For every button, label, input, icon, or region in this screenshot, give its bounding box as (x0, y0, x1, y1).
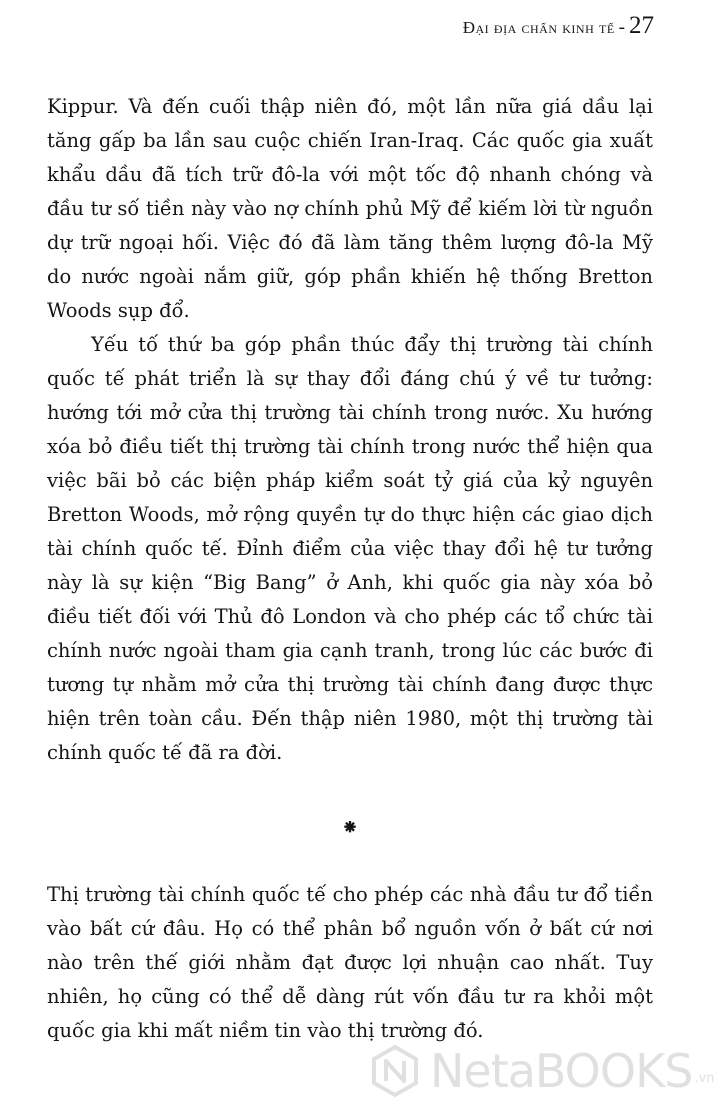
page-number: 27 (629, 12, 654, 39)
watermark-suffix: .vn (694, 1071, 715, 1086)
page-header (463, 12, 654, 40)
header-separator: - (618, 17, 625, 38)
neta-logo-icon (368, 1044, 422, 1098)
running-title: Đại địa chấn kinh tế (462, 18, 615, 37)
paragraph-2: Yếu tố thứ ba góp phần thúc đẩy thị trường tài chính quốc tế phát triển là sự thay đổi đáng chú ý về tư tưởng: hướng tới mở cửa thị trường tài chính trong nước. Xu hướng xóa bỏ điều tiết thị trường tài chính trong nước thể hiện qua việc bãi bỏ các biện pháp kiểm soát tỷ giá của kỷ nguyên Bretton Woods, mở rộng quyền tự do thực hiện các giao dịch tài chính quốc tế. Đỉnh điểm của việc thay đổi hệ tư tưởng này là sự kiện “Big Bang” ở Anh, khi quốc gia này xóa bỏ điều tiết đối với Thủ đô London và cho phép các tổ chức tài chính nước ngoài tham gia cạnh tranh, trong lúc các bước đi tương tự nhằm mở cửa thị trường tài chính đang được thực hiện trên toàn cầu. Đến thập niên 1980, một thị trường tài chính quốc tế đã ra đời. (47, 333, 653, 764)
paragraph-3: Thị trường tài chính quốc tế cho phép các nhà đầu tư đổ tiền vào bất cứ đâu. Họ có thể phân bổ nguồn vốn ở bất cứ nơi nào trên thế giới nhằm đạt được lợi nhuận cao nhất. Tuy nhiên, họ cũng có thể dễ dàng rút vốn đầu tư ra khỏi một quốc gia khi mất niềm tin vào thị trường đó. (47, 883, 653, 1042)
paragraph-1: Kippur. Và đến cuối thập niên đó, một lần nữa giá dầu lại tăng gấp ba lần sau cuộc chiến Iran-Iraq. Các quốc gia xuất khẩu dầu đã tích trữ đô-la với một tốc độ nhanh chóng và đầu tư số tiền này vào nợ chính phủ Mỹ để kiếm lời từ nguồn dự trữ ngoại hối. Việc đó đã làm tăng thêm lượng đô-la Mỹ do nước ngoài nắm giữ, góp phần khiến hệ thống Bretton Woods sụp đổ. (47, 95, 653, 322)
section-separator: ⁕ (341, 815, 359, 839)
watermark-brand: NetaBOOKS (430, 1044, 693, 1098)
watermark (368, 1044, 715, 1098)
